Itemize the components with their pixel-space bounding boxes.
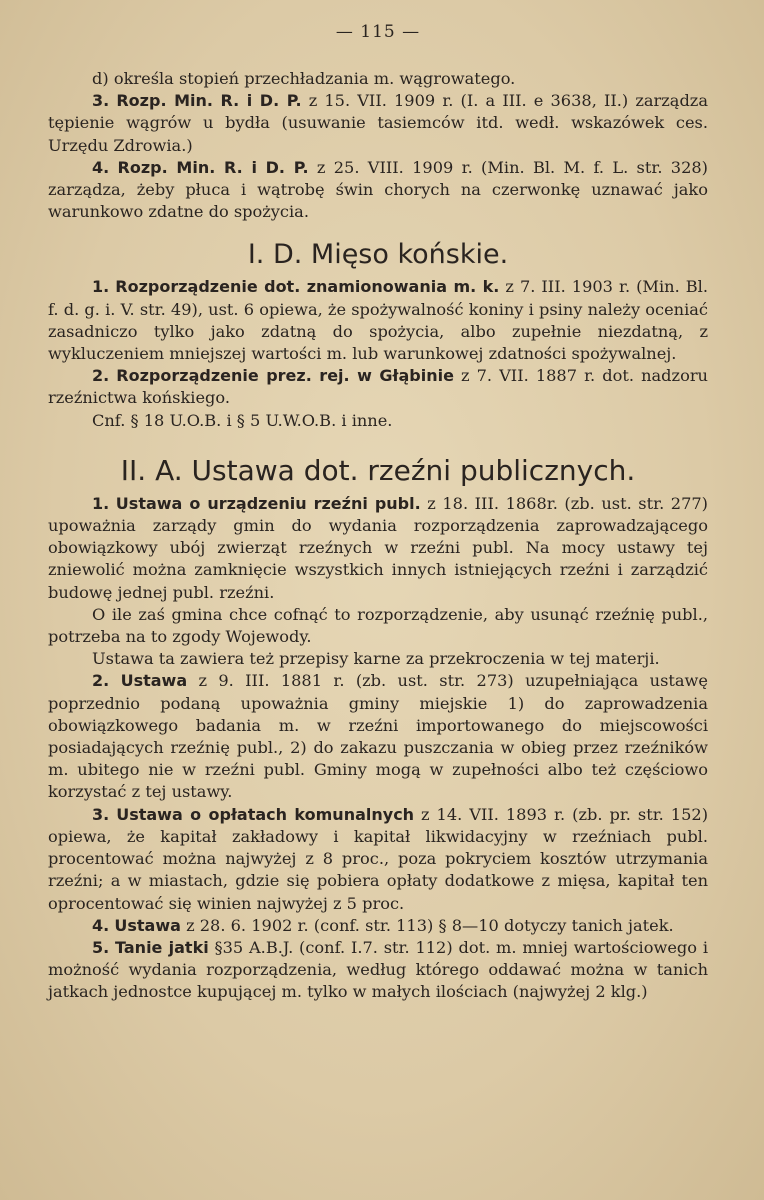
meat-item-1-title: Rozporządzenie dot. znamionowania m. k. [115, 277, 500, 297]
item-4-rozp [48, 157, 708, 224]
slaughter-item-4-number: 4. [92, 915, 110, 935]
item-3-title: Rozp. Min. R. i D. P. [116, 91, 302, 111]
paragraph-d: d) określa stopień przechładzania m. wągrowatego. [92, 69, 516, 88]
slaughter-item-5-title: Tanie jatki [115, 937, 209, 957]
slaughter-item-2 [48, 670, 708, 803]
item-4-number: 4. [92, 157, 110, 177]
meat-item-1 [48, 276, 708, 365]
slaughter-item-4-title: Ustawa [114, 915, 181, 935]
slaughter-para-b: Ustawa ta zawiera też przepisy karne za przekroczenia w tej materji. [92, 649, 660, 669]
slaughter-item-5 [48, 937, 708, 1004]
page-number: — 115 — [335, 22, 421, 42]
slaughter-item-1-number: 1. [92, 493, 110, 513]
slaughter-item-5-text: §35 A.B.J. (conf. I.7. str. 112) dot. m. mniej wartościowego i możność wydania rozporządzenia, według którego oddawać można w tanich jatkach jednostce kupującej m. tylko w małych ilościach (najwyżej 2 klg.) [48, 937, 708, 1002]
item-3-number: 3. [92, 91, 110, 111]
item-3-rozp [48, 90, 708, 157]
slaughter-item-4-text: z 28. 6. 1902 r. (conf. str. 113) § 8—10 dotyczy tanich jatek. [180, 915, 674, 935]
meat-item-2-title: Rozporządzenie prez. rej. w Głąbinie [116, 366, 454, 386]
slaughter-item-3-title: Ustawa o opłatach komunalnych [116, 804, 415, 824]
meat-item-1-number: 1. [92, 277, 110, 297]
slaughter-item-3-number: 3. [92, 804, 110, 824]
meat-cnf: Cnf. § 18 U.O.B. i § 5 U.W.O.B. i inne. [92, 410, 393, 430]
slaughter-item-4 [48, 915, 708, 937]
item-3-text: z 15. VII. 1909 r. (I. a III. e 3638, II.) zarządza tępienie wągrów u bydła (usuwanie tasiemców itd. wedł. wskazówek ces. Urzędu Zdrowia.) [48, 91, 708, 155]
meat-item-2-text: z 7. VII. 1887 r. dot. nadzoru rzeźnictwa końskiego. [48, 366, 708, 408]
heading-horse-meat: I. D. Mięso końskie. [247, 239, 509, 271]
meat-item-2-number: 2. [92, 366, 110, 386]
item-4-title: Rozp. Min. R. i D. P. [117, 157, 309, 177]
slaughter-item-2-title: Ustawa [120, 671, 188, 691]
slaughter-para-a: O ile zaś gmina chce cofnąć to rozporządzenie, aby usunąć rzeźnię publ., potrzeba na to zgody Wojewody. [48, 604, 708, 647]
slaughter-item-5-number: 5. [92, 937, 110, 957]
meat-item-2 [48, 365, 708, 409]
item-4-text: z 25. VIII. 1909 r. (Min. Bl. M. f. L. str. 328) zarządza, żeby płuca i wątrobę świn chorych na czerwonkę uznawać jako warunkowo zdatne do spożycia. [48, 157, 708, 222]
slaughter-item-3-text: z 14. VII. 1893 r. (zb. pr. str. 152) opiewa, że kapitał zakładowy i kapitał likwidacyjny w rzeźniach publ. procentować można najwyżej z 8 proc., poza pokryciem kosztów utrzymania rzeźni; a w miastach, gdzie się pobiera opłaty dodatkowe z mięsa, kapitał ten oprocentować się winien najwyżej z 5 proc. [48, 804, 709, 913]
slaughter-item-2-number: 2. [92, 671, 110, 691]
slaughter-item-1-text: z 18. III. 1868r. (zb. ust. str. 277) upoważnia zarządy gmin do wydania rozporządzenia zaprowadzającego obowiązkowy ubój zwierząt rzeźnych w rzeźni publ. Na mocy ustawy tej zniewolić można zamknięcie wszystkich innych istniejących rzeźni i zarządzić budowę jednej publ. rzeźni. [48, 493, 708, 602]
meat-item-1-text: z 7. III. 1903 r. (Min. Bl. f. d. g. i. V. str. 49), ust. 6 opiewa, że spożywalność koniny i psiny należy oceniać zasadniczo tylko jako zdatną do spożycia, albo zupełnie niezdatną, z wykluczeniem mniejszej wartości m. lub warunkowej zdatności spożywalnej. [48, 277, 708, 364]
slaughter-item-2-text: z 9. III. 1881 r. (zb. ust. str. 273) uzupełniająca ustawę poprzednio podaną upoważnia gminy miejskie 1) do zaprowadzenia obowiązkowego badania m. w rzeźni importowanego do miejscowości posiadających rzeźnię publ., 2) do zakazu puszczania w obieg przez rzeźników m. ubitego nie w rzeźni publ. Gminy mogą w zupełności albo też częściowo korzystać z tej ustawy. [48, 671, 708, 802]
slaughter-item-1 [48, 493, 708, 604]
heading-public-slaughterhouses: II. A. Ustawa dot. rzeźni publicznych. [120, 453, 636, 487]
slaughter-item-3 [48, 804, 708, 915]
slaughter-item-1-title: Ustawa o urządzeniu rzeźni publ. [115, 493, 421, 513]
